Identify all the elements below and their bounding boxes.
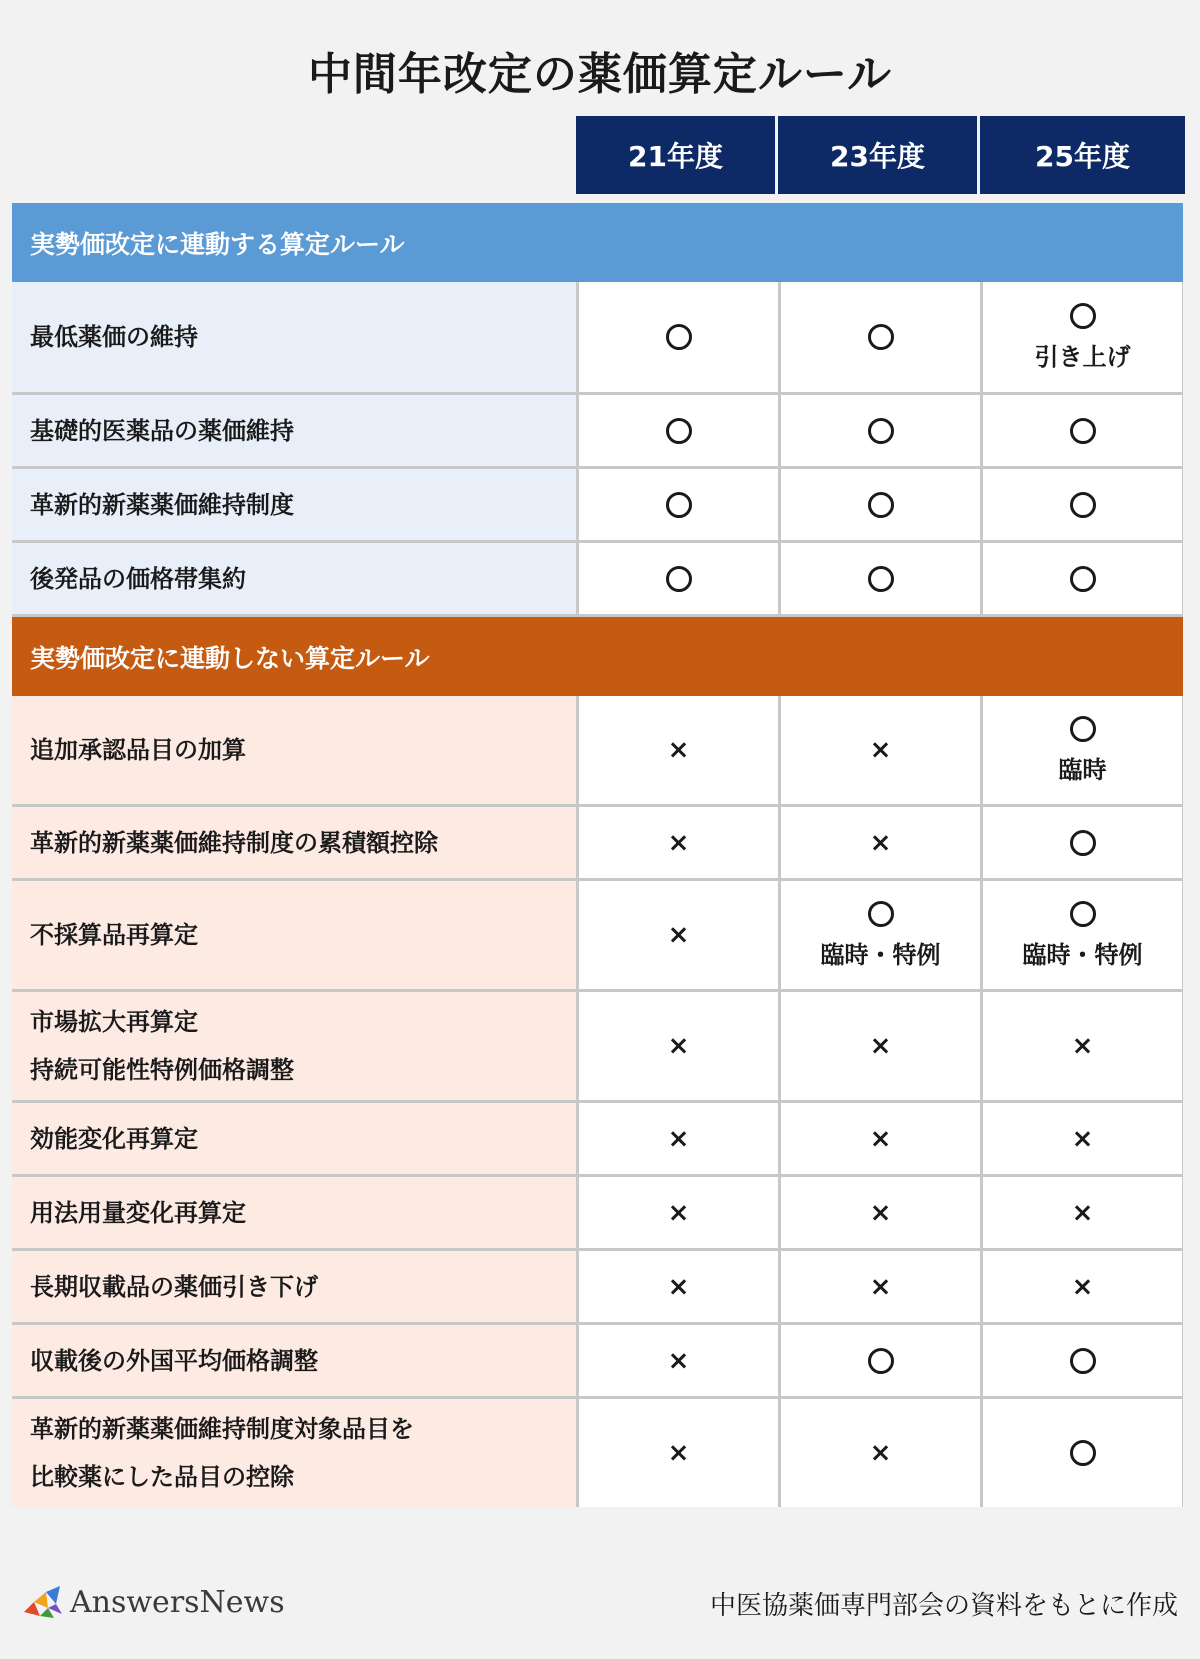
- rule-label-line: 収載後の外国平均価格調整: [30, 1346, 318, 1375]
- mark-cell: [579, 992, 778, 1100]
- mark-cell: [781, 469, 980, 540]
- circle-mark-icon: [1070, 1440, 1096, 1466]
- mark-cell: [983, 992, 1182, 1100]
- cross-mark: ×: [667, 1031, 690, 1061]
- mark-note: 臨時: [1058, 756, 1107, 784]
- circle-mark-icon: [666, 492, 692, 518]
- mark-cell: [579, 1103, 778, 1174]
- table-row: [12, 1103, 1183, 1174]
- mark-cell: [983, 1103, 1182, 1174]
- rule-label: [12, 1251, 576, 1322]
- mark-cell: [579, 469, 778, 540]
- answersnews-logo: [20, 1580, 285, 1624]
- mark-cell: [983, 543, 1182, 614]
- cross-mark: ×: [869, 1271, 892, 1302]
- rule-label-line: 後発品の価格帯集約: [30, 564, 246, 593]
- circle-mark-icon: [868, 492, 894, 518]
- column-header-fy25: 25年度: [980, 116, 1185, 194]
- table-row: [12, 282, 1183, 392]
- circle-mark-icon: [1070, 566, 1096, 592]
- column-header-fy21: 21年度: [576, 116, 775, 194]
- mark-cell: [983, 282, 1182, 392]
- table-row: [12, 1251, 1183, 1322]
- rule-label-line: 革新的新薬薬価維持制度: [30, 490, 294, 519]
- cross-mark: ×: [869, 1197, 892, 1228]
- rule-label-line: 比較薬にした品目の控除: [30, 1463, 294, 1491]
- rule-label: [12, 282, 576, 392]
- mark-cell: [579, 1399, 778, 1507]
- mark-cell: [983, 881, 1182, 989]
- cross-mark: ×: [1071, 1197, 1094, 1228]
- section-heading: 実勢価改定に連動する算定ルール: [12, 203, 1183, 282]
- mark-cell: [781, 395, 980, 466]
- mark-cell: [579, 395, 778, 466]
- mark-cell: [781, 807, 980, 878]
- rule-label-line: 最低薬価の維持: [30, 323, 198, 351]
- mark-cell: [579, 807, 778, 878]
- mark-cell: [579, 1251, 778, 1322]
- cross-mark: ×: [667, 735, 690, 765]
- mark-cell: [781, 543, 980, 614]
- rule-label-line: 革新的新薬薬価維持制度対象品目を: [30, 1415, 414, 1443]
- cross-mark: ×: [869, 1438, 892, 1468]
- table-row: [12, 1325, 1183, 1396]
- circle-mark-icon: [1070, 418, 1096, 444]
- cross-mark: ×: [869, 1123, 892, 1154]
- rule-label-line: 基礎的医薬品の薬価維持: [30, 416, 294, 445]
- mark-cell: [781, 1325, 980, 1396]
- section-heading: 実勢価改定に連動しない算定ルール: [12, 617, 1183, 696]
- rule-label-line: 長期収載品の薬価引き下げ: [30, 1272, 318, 1301]
- cross-mark: ×: [667, 1197, 690, 1228]
- rule-label: [12, 807, 576, 878]
- rules-table: [12, 203, 1183, 1507]
- mark-cell: [983, 807, 1182, 878]
- mark-cell: [579, 1325, 778, 1396]
- table-row: [12, 696, 1183, 804]
- mark-cell: [781, 1399, 980, 1507]
- circle-mark-icon: [868, 1348, 894, 1374]
- circle-mark-icon: [868, 566, 894, 592]
- cross-mark: ×: [667, 827, 690, 858]
- logo-text: AnswersNews: [70, 1584, 285, 1620]
- table-row: [12, 543, 1183, 614]
- rule-label: [12, 1103, 576, 1174]
- cross-mark: ×: [869, 827, 892, 858]
- circle-mark-icon: [1070, 830, 1096, 856]
- rule-label-line: 市場拡大再算定: [30, 1008, 198, 1036]
- mark-cell: [781, 1177, 980, 1248]
- mark-cell: [781, 992, 980, 1100]
- mark-cell: [983, 469, 1182, 540]
- circle-mark-icon: [1070, 901, 1096, 927]
- table-row: [12, 469, 1183, 540]
- mark-cell: [781, 696, 980, 804]
- rule-label-line: 革新的新薬薬価維持制度の累積額控除: [30, 828, 438, 857]
- circle-mark-icon: [666, 566, 692, 592]
- rule-label: [12, 696, 576, 804]
- mark-cell: [579, 543, 778, 614]
- mark-cell: [579, 282, 778, 392]
- mark-cell: [983, 1325, 1182, 1396]
- cross-mark: ×: [667, 1123, 690, 1154]
- cross-mark: ×: [1071, 1271, 1094, 1302]
- rule-label: [12, 1177, 576, 1248]
- circle-mark-icon: [666, 418, 692, 444]
- rule-label: [12, 992, 576, 1100]
- mark-cell: [983, 696, 1182, 804]
- table-row: [12, 1399, 1183, 1507]
- mark-cell: [983, 1177, 1182, 1248]
- mark-cell: [983, 1251, 1182, 1322]
- circle-mark-icon: [1070, 492, 1096, 518]
- cross-mark: ×: [1071, 1123, 1094, 1154]
- rule-label-line: 持続可能性特例価格調整: [30, 1056, 294, 1084]
- page-title: 中間年改定の薬価算定ルール: [307, 49, 893, 100]
- rule-label: [12, 543, 576, 614]
- mark-note: 臨時・特例: [820, 941, 941, 969]
- table-row: [12, 807, 1183, 878]
- circle-mark-icon: [868, 418, 894, 444]
- column-header-fy23: 23年度: [778, 116, 977, 194]
- mark-cell: [781, 282, 980, 392]
- mark-cell: [579, 1177, 778, 1248]
- table-row: [12, 881, 1183, 989]
- circle-mark-icon: [1070, 1348, 1096, 1374]
- source-note: 中医協薬価専門部会の資料をもとに作成: [709, 1591, 1178, 1621]
- table-row: [12, 1177, 1183, 1248]
- rule-label: [12, 1399, 576, 1507]
- mark-cell: [983, 1399, 1182, 1507]
- table-row: [12, 395, 1183, 466]
- mark-cell: [579, 696, 778, 804]
- rule-label-line: 不採算品再算定: [30, 921, 198, 949]
- cross-mark: ×: [667, 1271, 690, 1302]
- cross-mark: ×: [869, 1031, 892, 1061]
- cross-mark: ×: [667, 920, 690, 950]
- rule-label-line: 効能変化再算定: [30, 1124, 198, 1153]
- rule-label-line: 追加承認品目の加算: [30, 736, 246, 764]
- rule-label: [12, 395, 576, 466]
- rule-label: [12, 881, 576, 989]
- logo-mark-icon: [20, 1582, 64, 1622]
- circle-mark-icon: [868, 324, 894, 350]
- rule-label-line: 用法用量変化再算定: [30, 1198, 246, 1227]
- rule-label: [12, 1325, 576, 1396]
- mark-cell: [781, 1251, 980, 1322]
- cross-mark: ×: [1071, 1031, 1094, 1061]
- mark-note: 臨時・特例: [1022, 941, 1143, 969]
- cross-mark: ×: [667, 1345, 690, 1376]
- rule-label: [12, 469, 576, 540]
- mark-cell: [781, 881, 980, 989]
- mark-cell: [781, 1103, 980, 1174]
- circle-mark-icon: [1070, 303, 1096, 329]
- cross-mark: ×: [667, 1438, 690, 1468]
- mark-cell: [983, 395, 1182, 466]
- circle-mark-icon: [666, 324, 692, 350]
- mark-cell: [579, 881, 778, 989]
- mark-note: 引き上げ: [1034, 343, 1131, 371]
- cross-mark: ×: [869, 735, 892, 765]
- table-row: [12, 992, 1183, 1100]
- circle-mark-icon: [1070, 716, 1096, 742]
- circle-mark-icon: [868, 901, 894, 927]
